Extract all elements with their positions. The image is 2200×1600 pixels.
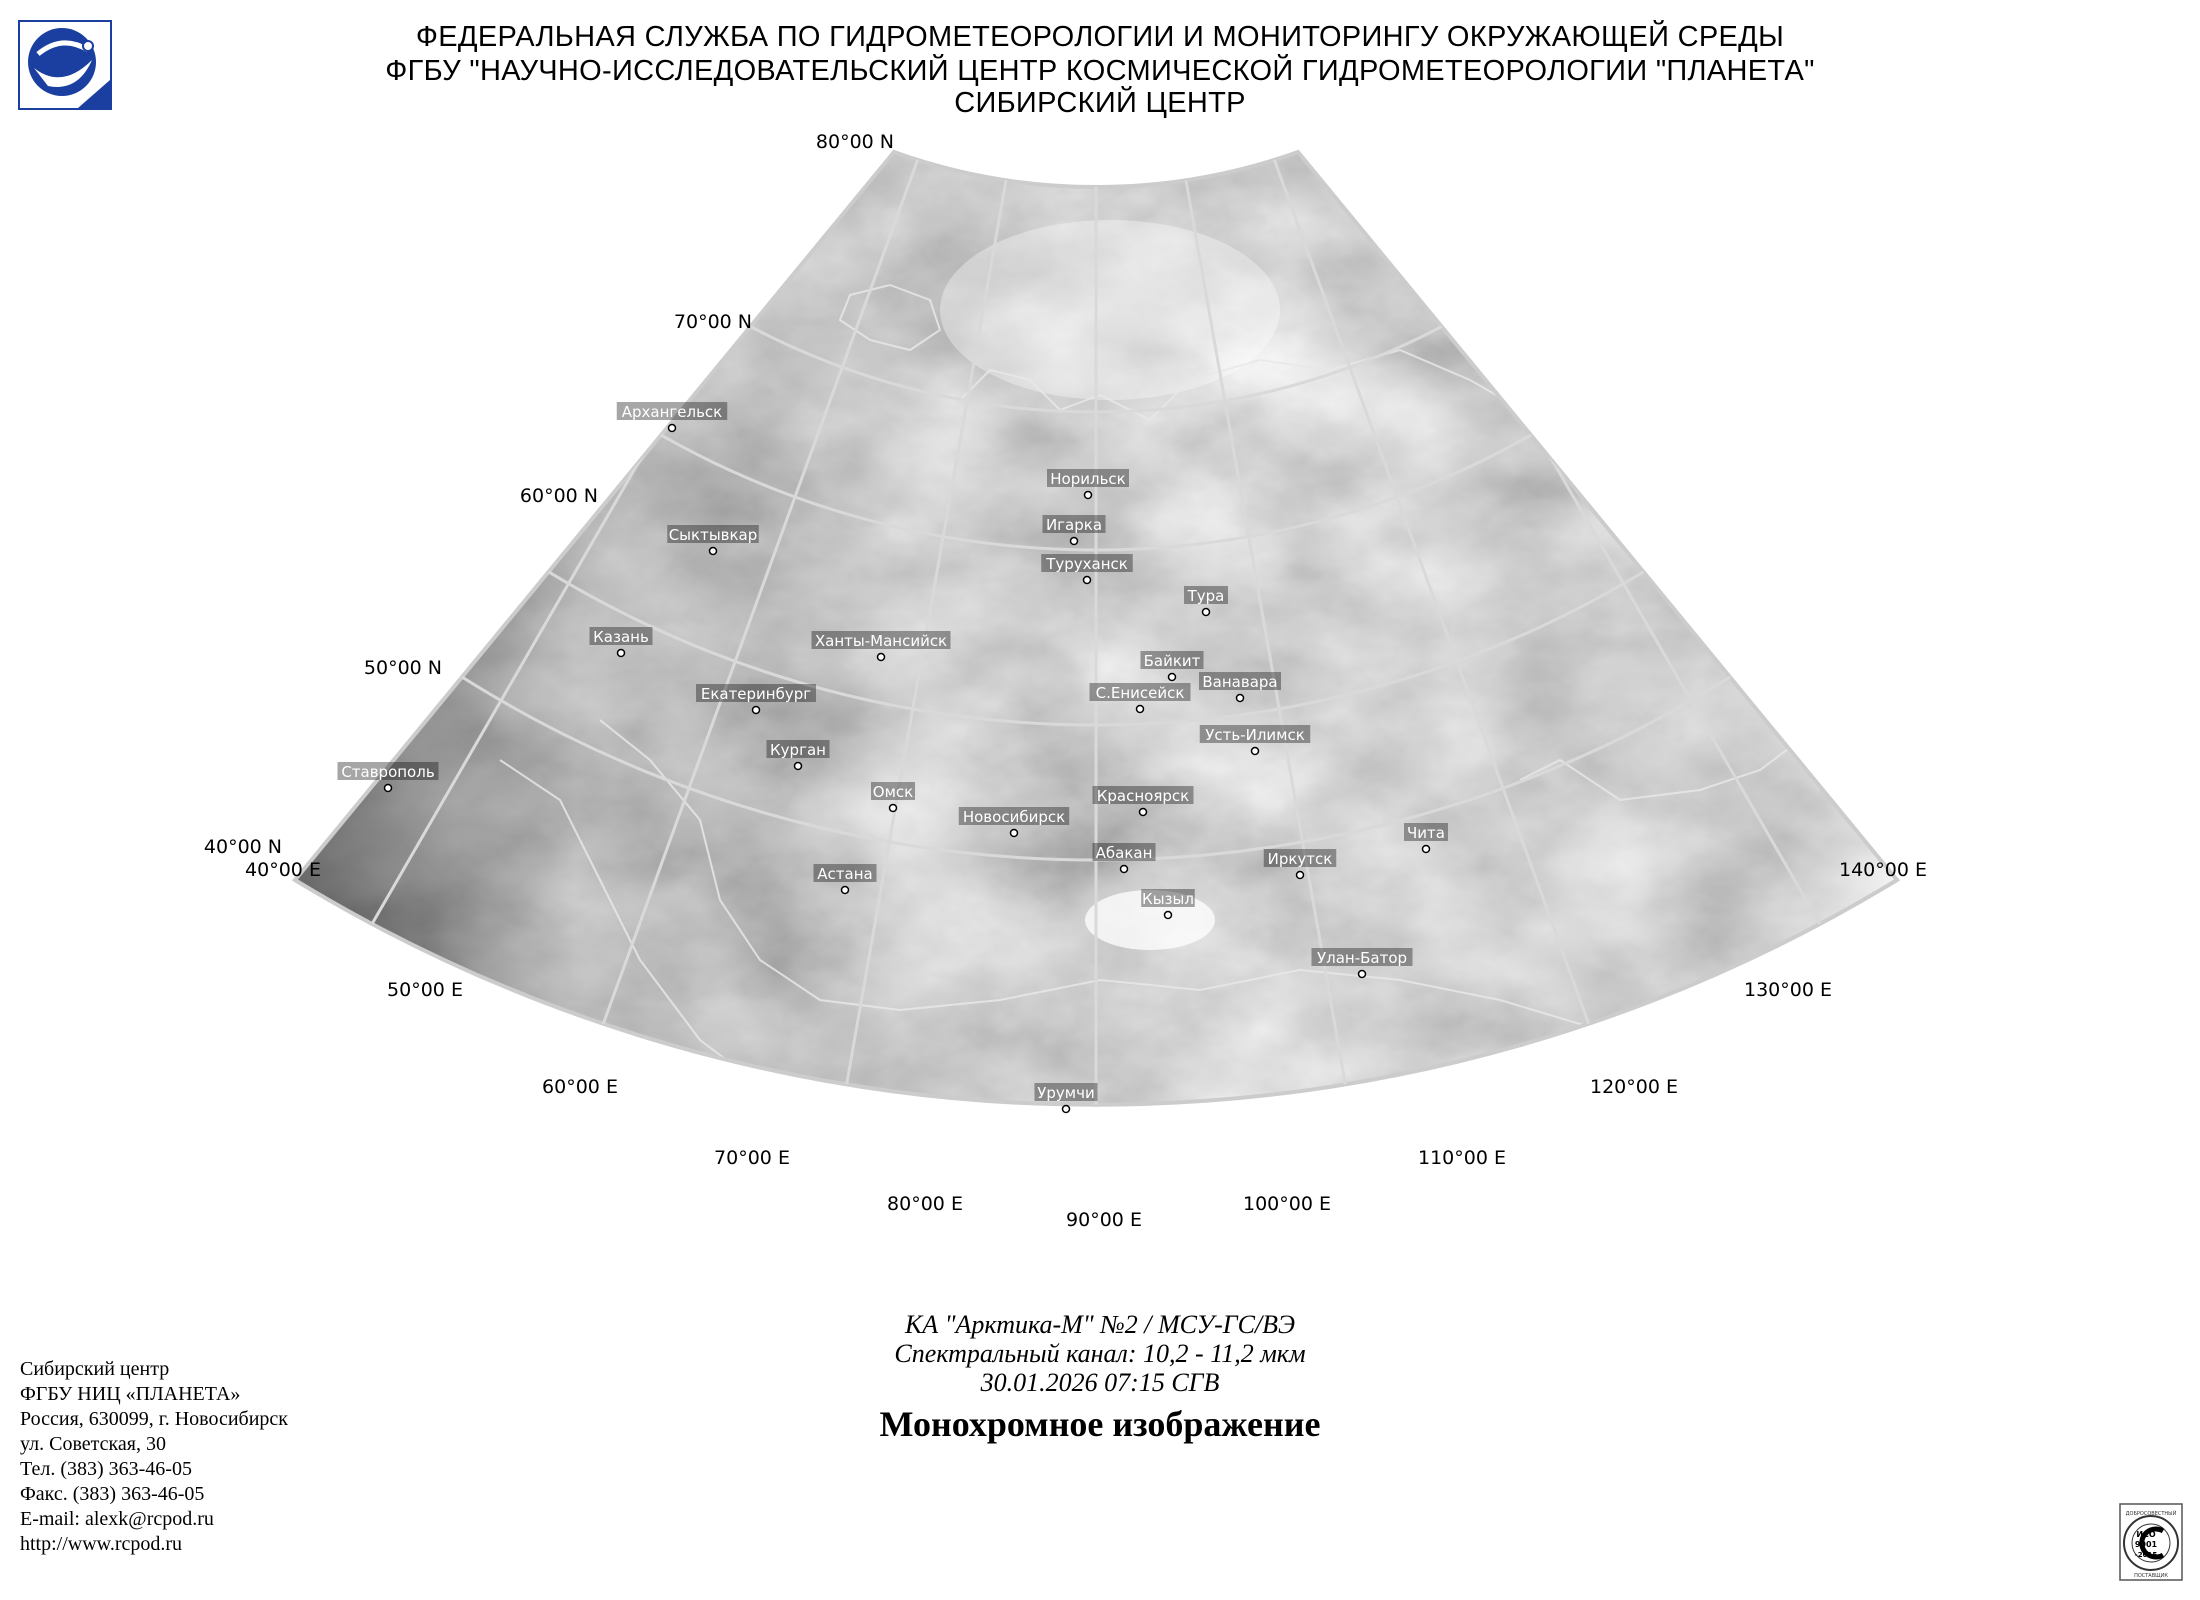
city-dot bbox=[1359, 971, 1366, 978]
lon-label: 120°00 E bbox=[1590, 1076, 1678, 1098]
city-label: Абакан bbox=[1095, 844, 1153, 862]
lon-label: 40°00 E bbox=[245, 859, 321, 881]
lat-label: 60°00 N bbox=[519, 485, 598, 507]
lon-label: 140°00 E bbox=[1839, 859, 1927, 881]
contact-institute: ФГБУ НИЦ «ПЛАНЕТА» bbox=[20, 1383, 241, 1405]
city-label: Кызыл bbox=[1142, 890, 1194, 908]
city-label: Архангельск bbox=[621, 403, 723, 421]
city-dot bbox=[878, 654, 885, 661]
city-dot bbox=[710, 548, 717, 555]
caption-satellite: КА "Арктика-М" №2 / МСУ-ГС/ВЭ bbox=[904, 1310, 1296, 1339]
lon-label: 80°00 E bbox=[887, 1193, 963, 1215]
lat-label: 40°00 N bbox=[203, 836, 282, 858]
lat-label: 80°00 N bbox=[815, 131, 894, 153]
contact-address-city: Россия, 630099, г. Новосибирск bbox=[20, 1408, 289, 1430]
city-dot bbox=[1084, 577, 1091, 584]
city-label: Норильск bbox=[1050, 470, 1126, 488]
city-dot bbox=[385, 785, 392, 792]
city-dot bbox=[1252, 748, 1259, 755]
city-label: Игарка bbox=[1045, 516, 1103, 534]
header-line-3: СИБИРСКИЙ ЦЕНТР bbox=[954, 87, 1246, 119]
city-dot bbox=[1297, 872, 1304, 879]
city-label: Байкит bbox=[1143, 652, 1201, 670]
cert-text-bottom: ПОСТАВЩИК bbox=[2134, 1573, 2168, 1579]
contact-website[interactable]: http://www.rcpod.ru bbox=[20, 1533, 183, 1555]
city-label: Астана bbox=[817, 865, 873, 883]
lat-label: 70°00 N bbox=[673, 311, 752, 333]
cert-text-top: ДОБРОСОВЕСТНЫЙ bbox=[2125, 1511, 2177, 1517]
header-line-2: ФГБУ "НАУЧНО-ИССЛЕДОВАТЕЛЬСКИЙ ЦЕНТР КОСМИЧЕСКОЙ ГИДРОМЕТЕОРОЛОГИИ "ПЛАНЕТА" bbox=[385, 55, 1815, 87]
city-dot bbox=[1063, 1106, 1070, 1113]
header-line-1: ФЕДЕРАЛЬНАЯ СЛУЖБА ПО ГИДРОМЕТЕОРОЛОГИИ И МОНИТОРИНГУ ОКРУЖАЮЩЕЙ СРЕДЫ bbox=[415, 21, 1785, 53]
city-dot bbox=[1137, 706, 1144, 713]
city-dot bbox=[1169, 674, 1176, 681]
city-label: Сыктывкар bbox=[668, 526, 758, 544]
image-title: Монохромное изображение bbox=[879, 1404, 1321, 1444]
city-label: Омск bbox=[872, 783, 914, 801]
cert-year: -2015 bbox=[2134, 1551, 2158, 1559]
city-dot bbox=[669, 425, 676, 432]
contact-email[interactable]: E-mail: alexk@rcpod.ru bbox=[20, 1508, 214, 1530]
city-label: Тура bbox=[1187, 587, 1225, 605]
city-dot bbox=[1071, 538, 1078, 545]
city-dot bbox=[1121, 866, 1128, 873]
lat-label: 50°00 N bbox=[363, 657, 442, 679]
lon-label: 110°00 E bbox=[1418, 1147, 1506, 1169]
city-dot bbox=[1203, 609, 1210, 616]
city-dot bbox=[1165, 912, 1172, 919]
contact-address-street: ул. Советская, 30 bbox=[20, 1433, 166, 1455]
contact-phone: Тел. (383) 363-46-05 bbox=[20, 1458, 192, 1480]
city-dot bbox=[890, 805, 897, 812]
city-label: Урумчи bbox=[1037, 1084, 1095, 1102]
city-dot bbox=[842, 887, 849, 894]
city-dot bbox=[1237, 695, 1244, 702]
lon-label: 60°00 E bbox=[542, 1076, 618, 1098]
caption-datetime: 30.01.2026 07:15 СГВ bbox=[980, 1368, 1220, 1397]
city-dot bbox=[1140, 809, 1147, 816]
city-label: Иркутск bbox=[1267, 850, 1333, 868]
city-label: С.Енисейск bbox=[1095, 684, 1185, 702]
city-dot bbox=[795, 763, 802, 770]
city-label: Курган bbox=[770, 741, 826, 759]
city-label: Казань bbox=[593, 628, 649, 646]
city-dot bbox=[1085, 492, 1092, 499]
city-label: Туруханск bbox=[1046, 555, 1128, 573]
lon-label: 130°00 E bbox=[1744, 979, 1832, 1001]
cert-iso: ИСО bbox=[2136, 1530, 2156, 1539]
contact-org: Сибирский центр bbox=[20, 1358, 170, 1380]
lon-label: 90°00 E bbox=[1066, 1209, 1142, 1231]
city-dot bbox=[618, 650, 625, 657]
city-label: Ханты-Мансийск bbox=[814, 632, 948, 650]
city-label: Усть-Илимск bbox=[1205, 726, 1305, 744]
lon-label: 100°00 E bbox=[1243, 1193, 1331, 1215]
contact-fax: Факс. (383) 363-46-05 bbox=[20, 1483, 205, 1505]
city-marker bbox=[1035, 1083, 1098, 1113]
city-label: Ставрополь bbox=[341, 763, 435, 781]
caption-channel: Спектральный канал: 10,2 - 11,2 мкм bbox=[894, 1339, 1306, 1368]
city-dot bbox=[753, 707, 760, 714]
cert-number: 9001 bbox=[2134, 1540, 2158, 1549]
city-label: Улан-Батор bbox=[1316, 949, 1408, 967]
city-dot bbox=[1423, 846, 1430, 853]
city-label: Екатеринбург bbox=[700, 685, 812, 703]
iso-certificate-icon bbox=[2119, 1503, 2183, 1581]
lon-label: 70°00 E bbox=[714, 1147, 790, 1169]
city-label: Новосибирск bbox=[962, 808, 1066, 826]
lon-label: 50°00 E bbox=[387, 979, 463, 1001]
city-dot bbox=[1011, 830, 1018, 837]
city-label: Чита bbox=[1407, 824, 1445, 842]
city-label: Красноярск bbox=[1096, 787, 1190, 805]
city-label: Ванавара bbox=[1202, 673, 1278, 691]
